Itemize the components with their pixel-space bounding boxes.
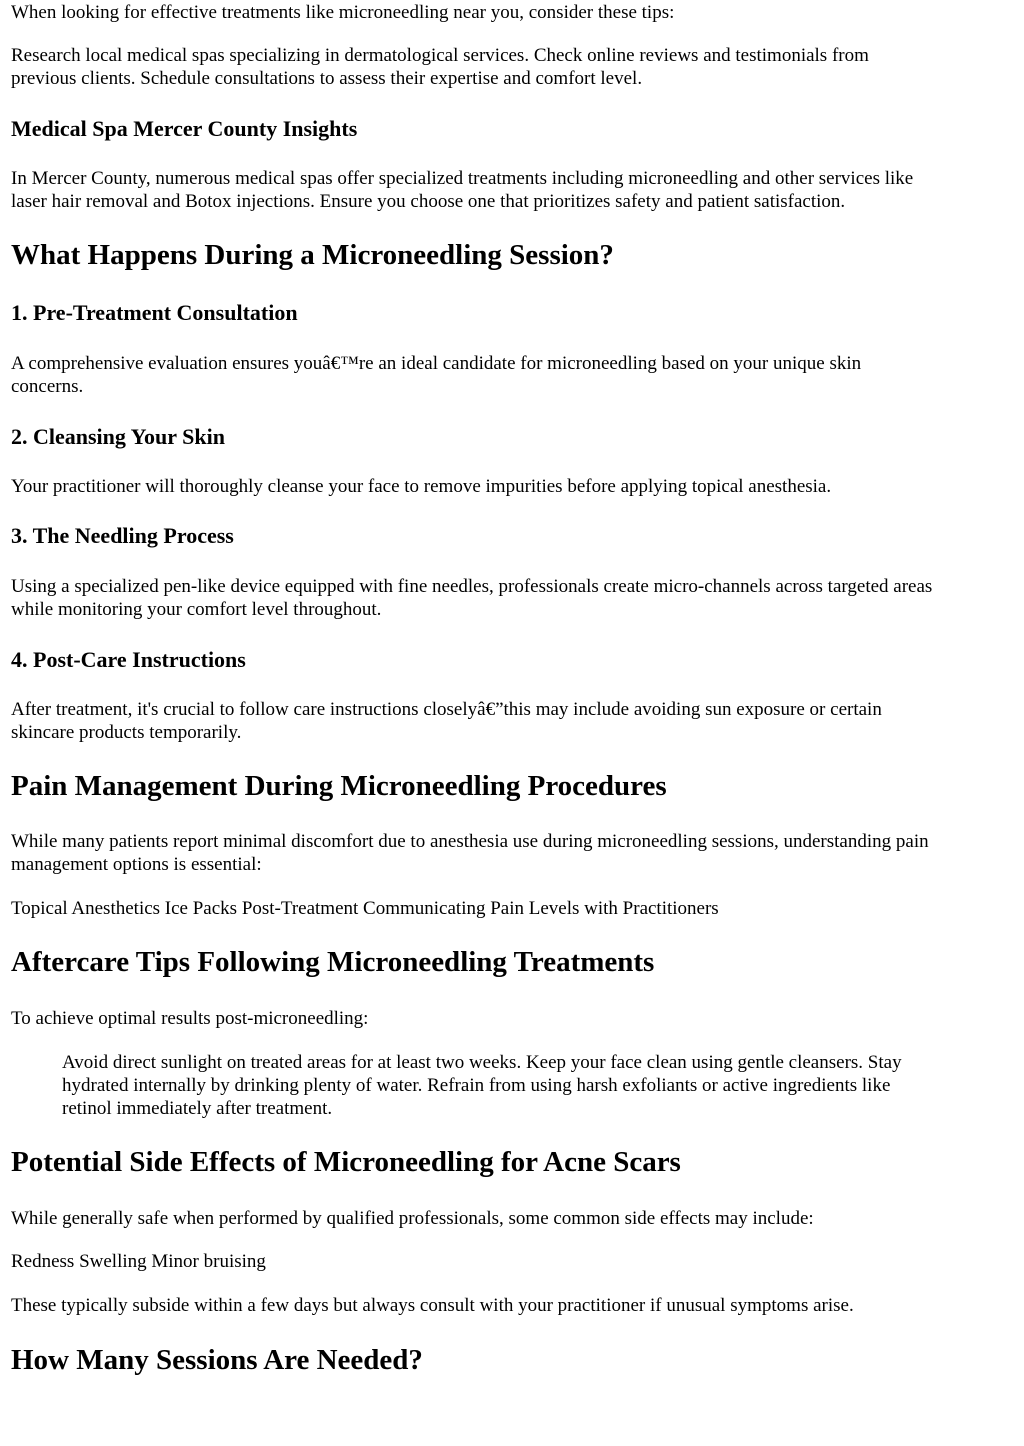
step-heading: 4. Post-Care Instructions <box>11 647 246 672</box>
pain-options-list: Topical Anesthetics Ice Packs Post-Treatment Communicating Pain Levels with Practitioners <box>11 898 719 919</box>
step-heading: 1. Pre-Treatment Consultation <box>11 300 298 325</box>
step-paragraph-line: A comprehensive evaluation ensures youâ€™re an ideal candidate for microneedling based on your unique skin <box>11 353 862 374</box>
research-paragraph-line: Research local medical spas specializing in dermatological services. Check online reviews and testimonials from <box>11 45 869 66</box>
pain-management-heading: Pain Management During Microneedling Procedures <box>11 770 667 802</box>
aftercare-heading: Aftercare Tips Following Microneedling Treatments <box>11 946 655 978</box>
step-paragraph-line: while monitoring your comfort level throughout. <box>11 599 382 620</box>
side-effects-heading: Potential Side Effects of Microneedling for Acne Scars <box>11 1146 681 1178</box>
step-paragraph-line: skincare products temporarily. <box>11 722 242 743</box>
mercer-paragraph-line: In Mercer County, numerous medical spas offer specialized treatments including microneedling and other services like <box>11 168 914 189</box>
sessions-needed-heading: How Many Sessions Are Needed? <box>11 1344 423 1376</box>
aftercare-tips-blockquote-line: Avoid direct sunlight on treated areas for at least two weeks. Keep your face clean using gentle cleansers. Stay <box>62 1052 902 1073</box>
step-paragraph-line: After treatment, it's crucial to follow care instructions closelyâ€”this may include avoiding sun exposure or certain <box>11 699 882 720</box>
side-effects-outro-text: These typically subside within a few days but always consult with your practitioner if unusual symptoms arise. <box>11 1295 854 1316</box>
intro-tips-text: When looking for effective treatments like microneedling near you, consider these tips: <box>11 2 675 23</box>
aftercare-intro-text: To achieve optimal results post-microneedling: <box>11 1008 369 1029</box>
side-effects-intro-text: While generally safe when performed by qualified professionals, some common side effects may include: <box>11 1208 814 1229</box>
mercer-county-heading: Medical Spa Mercer County Insights <box>11 116 358 141</box>
step-paragraph-line: Your practitioner will thoroughly cleanse your face to remove impurities before applying topical anesthesia. <box>11 476 832 497</box>
side-effects-list: Redness Swelling Minor bruising <box>11 1251 266 1272</box>
session-section-heading: What Happens During a Microneedling Session? <box>11 239 614 271</box>
aftercare-tips-blockquote-line: hydrated internally by drinking plenty of water. Refrain from using harsh exfoliants or active ingredients like <box>62 1075 891 1096</box>
mercer-paragraph-line: laser hair removal and Botox injections. Ensure you choose one that prioritizes safety and patient satisfaction. <box>11 191 846 212</box>
pain-paragraph-line: management options is essential: <box>11 854 262 875</box>
step-heading: 2. Cleansing Your Skin <box>11 424 225 449</box>
step-paragraph-line: Using a specialized pen-like device equipped with fine needles, professionals create micro-channels across targeted areas <box>11 576 933 597</box>
step-paragraph-line: concerns. <box>11 376 84 397</box>
research-paragraph-line: previous clients. Schedule consultations to assess their expertise and comfort level. <box>11 68 643 89</box>
step-heading: 3. The Needling Process <box>11 523 234 548</box>
aftercare-tips-blockquote-line: retinol immediately after treatment. <box>62 1098 333 1119</box>
pain-paragraph-line: While many patients report minimal discomfort due to anesthesia use during microneedling sessions, understanding pain <box>11 831 929 852</box>
